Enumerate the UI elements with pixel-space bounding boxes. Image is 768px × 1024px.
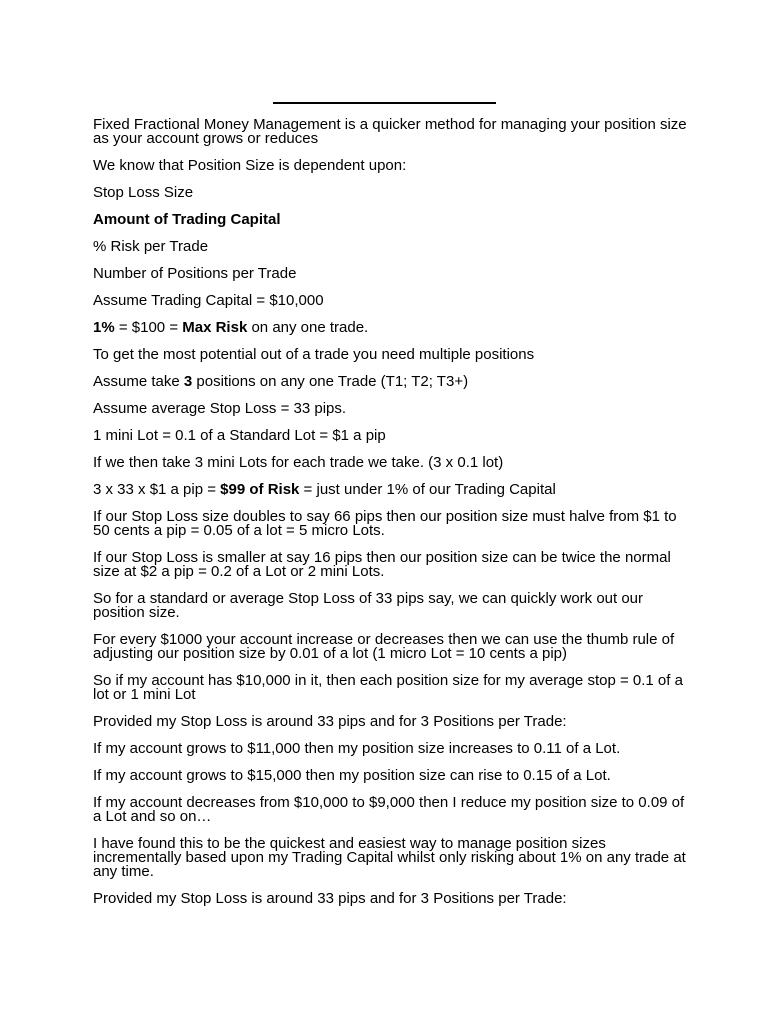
- document-paragraph: [93, 715, 693, 729]
- document-paragraph: [93, 321, 693, 335]
- document-paragraph: [93, 674, 693, 702]
- document-paragraph: [93, 551, 693, 579]
- document-paragraph: [93, 742, 693, 756]
- document-paragraph: [93, 837, 693, 879]
- text-segment: 3 x 33 x $1 a pip =: [93, 481, 221, 498]
- document-paragraph: [93, 429, 693, 443]
- text-segment: For every $1000 your account increase or decreases then we can use the thumb rule of adjusting our position size by 0.01 of a lot (1 micro Lot = 10 cents a pip): [93, 631, 675, 662]
- text-segment: So if my account has $10,000 in it, then each position size for my average stop = 0.1 of a lot or 1 mini Lot: [93, 672, 683, 703]
- document-paragraph: [93, 402, 693, 416]
- text-segment: 1 mini Lot = 0.1 of a Standard Lot = $1 a pip: [93, 427, 386, 444]
- bold-text-segment: Amount of Trading Capital: [93, 211, 281, 228]
- document-paragraph: [93, 510, 693, 538]
- text-segment: To get the most potential out of a trade you need multiple positions: [93, 346, 535, 363]
- bold-text-segment: 3: [183, 373, 193, 390]
- text-segment: If our Stop Loss size doubles to say 66 pips then our position size must halve from $1 to 50 cents a pip = 0.05 of a lot = 5 micro Lots.: [93, 508, 677, 539]
- text-segment: Assume Trading Capital = $10,000: [93, 292, 324, 309]
- document-paragraph: [93, 186, 693, 200]
- text-segment: We know that Position Size is dependent upon:: [93, 157, 407, 174]
- document-paragraph: [93, 769, 693, 783]
- text-segment: Number of Positions per Trade: [93, 265, 297, 282]
- document-paragraph: [93, 213, 693, 227]
- title-underline-rule: [273, 102, 496, 104]
- document-paragraph: [93, 294, 693, 308]
- text-segment: If my account decreases from $10,000 to $9,000 then I reduce my position size to 0.09 of a Lot and so on…: [93, 794, 685, 825]
- text-segment: If we then take 3 mini Lots for each trade we take. (3 x 0.1 lot): [93, 454, 504, 471]
- text-segment: Provided my Stop Loss is around 33 pips and for 3 Positions per Trade:: [93, 713, 567, 730]
- text-segment: = just under 1% of our Trading Capital: [299, 481, 556, 498]
- text-segment: So for a standard or average Stop Loss of 33 pips say, we can quickly work out our position size.: [93, 590, 644, 621]
- document-paragraph: [93, 633, 693, 661]
- text-segment: = $100 =: [114, 319, 183, 336]
- bold-text-segment: 1%: [93, 319, 115, 336]
- document-paragraph: [93, 796, 693, 824]
- text-segment: If our Stop Loss is smaller at say 16 pips then our position size can be twice the normal size at $2 a pip = 0.2 of a Lot or 2 mini Lots.: [93, 549, 671, 580]
- document-body: [93, 118, 693, 919]
- document-paragraph: [93, 348, 693, 362]
- text-segment: Assume average Stop Loss = 33 pips.: [93, 400, 347, 417]
- text-segment: If my account grows to $11,000 then my position size increases to 0.11 of a Lot.: [93, 740, 621, 757]
- text-segment: % Risk per Trade: [93, 238, 209, 255]
- text-segment: on any one trade.: [247, 319, 369, 336]
- text-segment: positions on any one Trade (T1; T2; T3+): [192, 373, 469, 390]
- document-paragraph: [93, 375, 693, 389]
- document-paragraph: [93, 240, 693, 254]
- document-paragraph: [93, 159, 693, 173]
- document-paragraph: [93, 592, 693, 620]
- document-paragraph: [93, 892, 693, 906]
- text-segment: I have found this to be the quickest and easiest way to manage position sizes incrementally based upon my Trading Capital whilst only risking about 1% on any trade at any time.: [93, 835, 686, 880]
- text-segment: Fixed Fractional Money Management is a quicker method for managing your position size as your account grows or reduces: [93, 116, 687, 147]
- text-segment: If my account grows to $15,000 then my position size can rise to 0.15 of a Lot.: [93, 767, 611, 784]
- document-paragraph: [93, 118, 693, 146]
- text-segment: Stop Loss Size: [93, 184, 194, 201]
- document-paragraph: [93, 267, 693, 281]
- document-paragraph: [93, 483, 693, 497]
- document-paragraph: [93, 456, 693, 470]
- text-segment: Provided my Stop Loss is around 33 pips and for 3 Positions per Trade:: [93, 890, 567, 907]
- bold-text-segment: $99 of Risk: [220, 481, 300, 498]
- bold-text-segment: Max Risk: [182, 319, 248, 336]
- text-segment: Assume take: [93, 373, 184, 390]
